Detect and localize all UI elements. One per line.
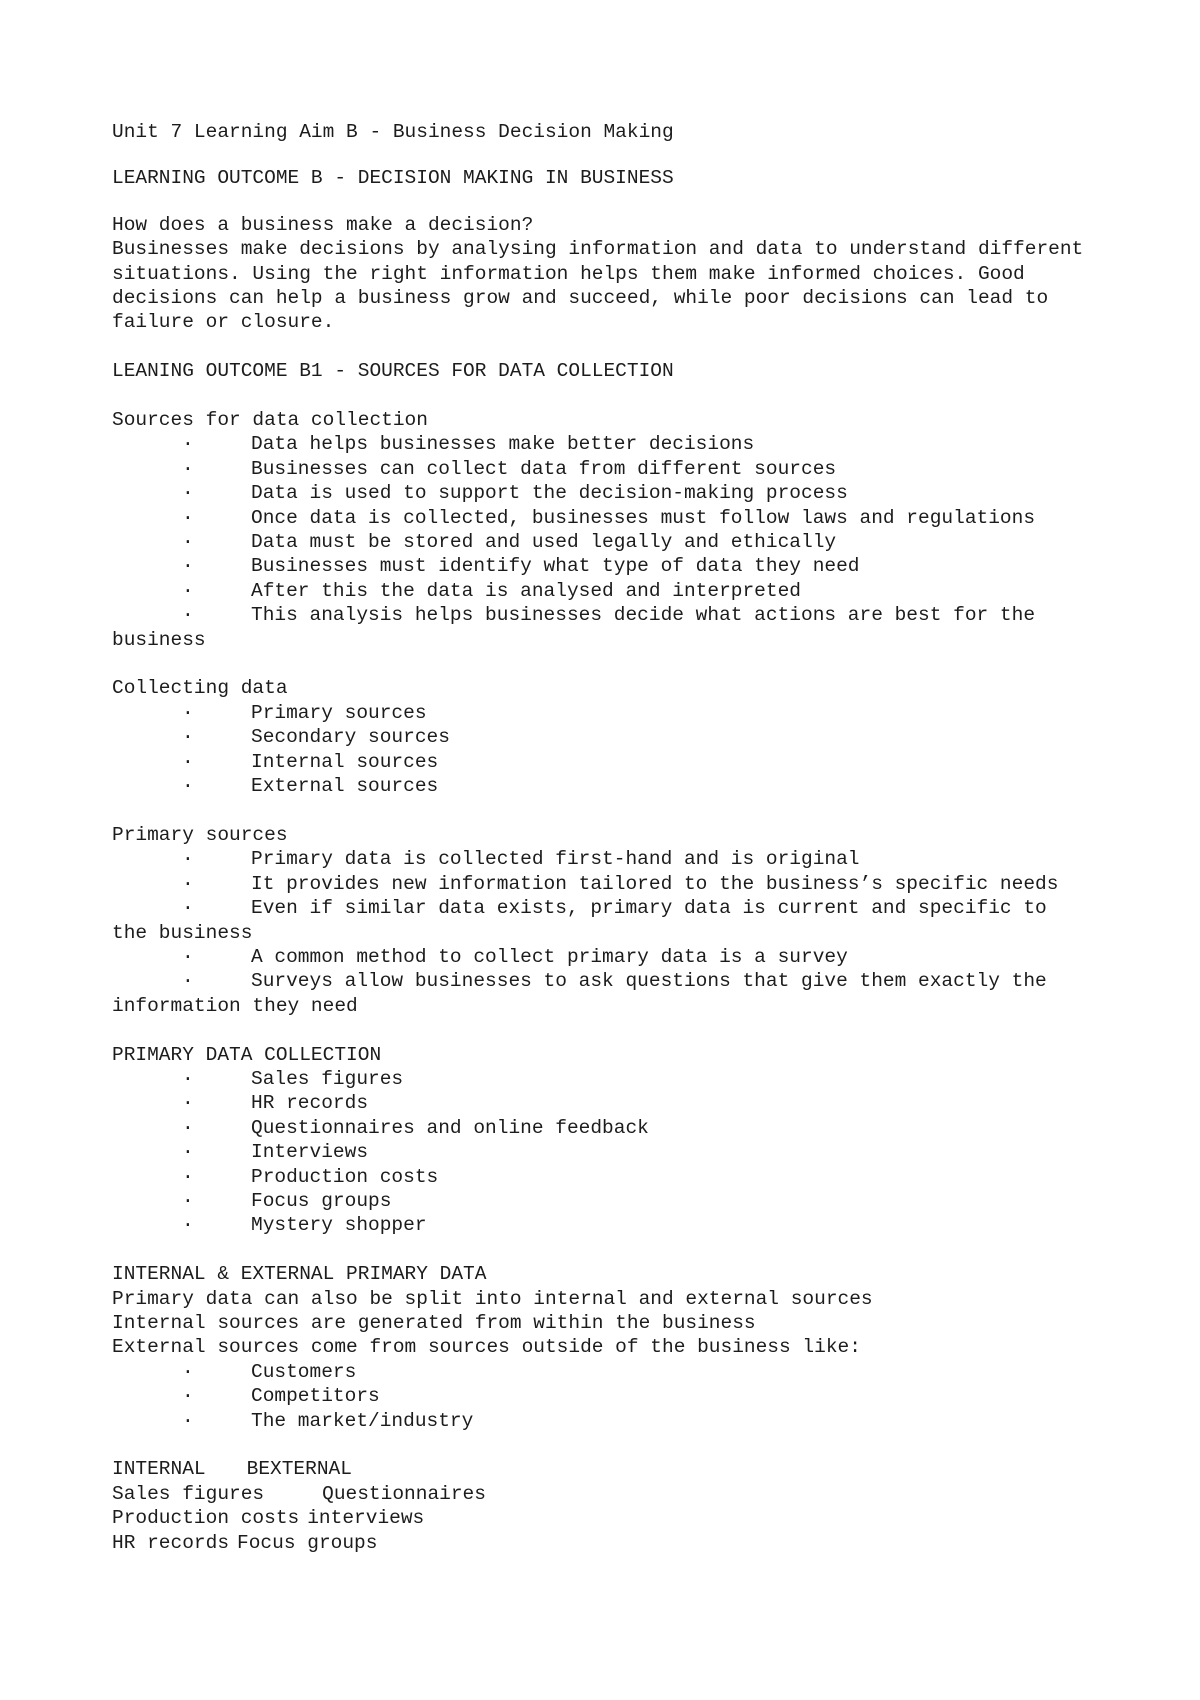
table-header-row bbox=[112, 1457, 1112, 1481]
list-item: · A common method to collect primary data is a survey bbox=[112, 945, 1112, 969]
bullet-icon: · bbox=[182, 1092, 194, 1115]
document-page bbox=[112, 120, 1112, 1555]
bullet-icon: · bbox=[182, 1214, 194, 1237]
bullet-icon: · bbox=[182, 457, 194, 480]
table-header-external: BEXTERNAL bbox=[246, 1458, 352, 1481]
bullet-icon: · bbox=[182, 579, 194, 602]
intro-line: Businesses make decisions by analysing information and data to understand different bbox=[112, 238, 1084, 261]
list-item: · External sources bbox=[112, 774, 1112, 798]
int-ext-line: Primary data can also be split into internal and external sources bbox=[112, 1287, 873, 1310]
intro-paragraph bbox=[112, 237, 1112, 335]
bullet-icon: · bbox=[182, 1409, 194, 1432]
list-item: · Data is used to support the decision-making process bbox=[112, 481, 1112, 505]
list-item: · After this the data is analysed and interpreted bbox=[112, 579, 1112, 603]
list-item: · Focus groups bbox=[112, 1189, 1112, 1213]
bullet-icon: · bbox=[182, 726, 194, 749]
table-row: Production costs interviews bbox=[112, 1507, 425, 1530]
collecting-heading: Collecting data bbox=[112, 677, 288, 700]
bullet-icon: · bbox=[182, 897, 194, 920]
list-item: · Sales figures bbox=[112, 1067, 1112, 1091]
sources-list bbox=[112, 432, 1112, 652]
list-item: · Surveys allow businesses to ask questions that give them exactly the bbox=[112, 969, 1112, 993]
intro-line: situations. Using the right information helps them make informed choices. Good bbox=[112, 262, 1025, 285]
list-item-wrap: information they need bbox=[112, 994, 358, 1017]
list-item: · Customers bbox=[112, 1360, 1112, 1384]
bullet-icon: · bbox=[182, 433, 194, 456]
list-item: · The market/industry bbox=[112, 1409, 1112, 1433]
intro-line: decisions can help a business grow and succeed, while poor decisions can lead to bbox=[112, 287, 1049, 310]
list-item: · HR records bbox=[112, 1091, 1112, 1115]
bullet-icon: · bbox=[182, 775, 194, 798]
table-row: Sales figures Questionnaires bbox=[112, 1482, 486, 1505]
question-heading: How does a business make a decision? bbox=[112, 213, 534, 236]
int-ext-line: External sources come from sources outside of the business like: bbox=[112, 1336, 861, 1359]
bullet-icon: · bbox=[182, 1360, 194, 1383]
intro-line: failure or closure. bbox=[112, 311, 335, 334]
list-item: · Primary sources bbox=[112, 701, 1112, 725]
bullet-icon: · bbox=[182, 872, 194, 895]
bullet-icon: · bbox=[182, 970, 194, 993]
list-item: · Data helps businesses make better decisions bbox=[112, 432, 1112, 456]
bullet-icon: · bbox=[182, 506, 194, 529]
bullet-icon: · bbox=[182, 604, 194, 627]
internal-external-table bbox=[112, 1457, 1112, 1555]
primary-list bbox=[112, 847, 1112, 1018]
list-item: · Internal sources bbox=[112, 750, 1112, 774]
list-item: · Businesses must identify what type of data they need bbox=[112, 554, 1112, 578]
list-item: · Competitors bbox=[112, 1384, 1112, 1408]
outcome-b1-heading: LEANING OUTCOME B1 - SOURCES FOR DATA COLLECTION bbox=[112, 360, 674, 383]
bullet-icon: · bbox=[182, 701, 194, 724]
bullet-icon: · bbox=[182, 848, 194, 871]
bullet-icon: · bbox=[182, 1165, 194, 1188]
int-ext-heading: INTERNAL & EXTERNAL PRIMARY DATA bbox=[112, 1263, 487, 1286]
bullet-icon: · bbox=[182, 1067, 194, 1090]
document-title: Unit 7 Learning Aim B - Business Decision Making bbox=[112, 121, 674, 143]
list-item: · Questionnaires and online feedback bbox=[112, 1116, 1112, 1140]
bullet-icon: · bbox=[182, 531, 194, 554]
list-item: · It provides new information tailored to the business’s specific needs bbox=[112, 872, 1112, 896]
int-ext-line: Internal sources are generated from within the business bbox=[112, 1312, 756, 1334]
list-item: · Businesses can collect data from different sources bbox=[112, 457, 1112, 481]
collecting-list bbox=[112, 701, 1112, 799]
list-item-wrap: the business bbox=[112, 921, 253, 944]
primary-collection-list bbox=[112, 1067, 1112, 1238]
list-item: · Once data is collected, businesses must follow laws and regulations bbox=[112, 506, 1112, 530]
bullet-icon: · bbox=[182, 945, 194, 968]
list-item: · Secondary sources bbox=[112, 725, 1112, 749]
list-item: · This analysis helps businesses decide what actions are best for the bbox=[112, 603, 1112, 627]
list-item: · Primary data is collected first-hand and is original bbox=[112, 847, 1112, 871]
primary-collection-heading: PRIMARY DATA COLLECTION bbox=[112, 1043, 382, 1066]
list-item: · Mystery shopper bbox=[112, 1213, 1112, 1237]
bullet-icon: · bbox=[182, 482, 194, 505]
sources-heading: Sources for data collection bbox=[112, 409, 428, 432]
list-item: · Even if similar data exists, primary data is current and specific to bbox=[112, 896, 1112, 920]
table-header-internal: INTERNAL bbox=[112, 1458, 206, 1481]
list-item: · Interviews bbox=[112, 1140, 1112, 1164]
bullet-icon: · bbox=[182, 1385, 194, 1408]
int-ext-list bbox=[112, 1360, 1112, 1433]
bullet-icon: · bbox=[182, 750, 194, 773]
table-row: HR records Focus groups bbox=[112, 1531, 378, 1554]
bullet-icon: · bbox=[182, 1189, 194, 1212]
list-item: · Data must be stored and used legally and ethically bbox=[112, 530, 1112, 554]
list-item: · Production costs bbox=[112, 1165, 1112, 1189]
outcome-b-heading: LEARNING OUTCOME B - DECISION MAKING IN BUSINESS bbox=[112, 167, 674, 190]
bullet-icon: · bbox=[182, 1116, 194, 1139]
bullet-icon: · bbox=[182, 555, 194, 578]
primary-heading: Primary sources bbox=[112, 823, 288, 846]
bullet-icon: · bbox=[182, 1141, 194, 1164]
list-item-wrap: business bbox=[112, 628, 206, 651]
